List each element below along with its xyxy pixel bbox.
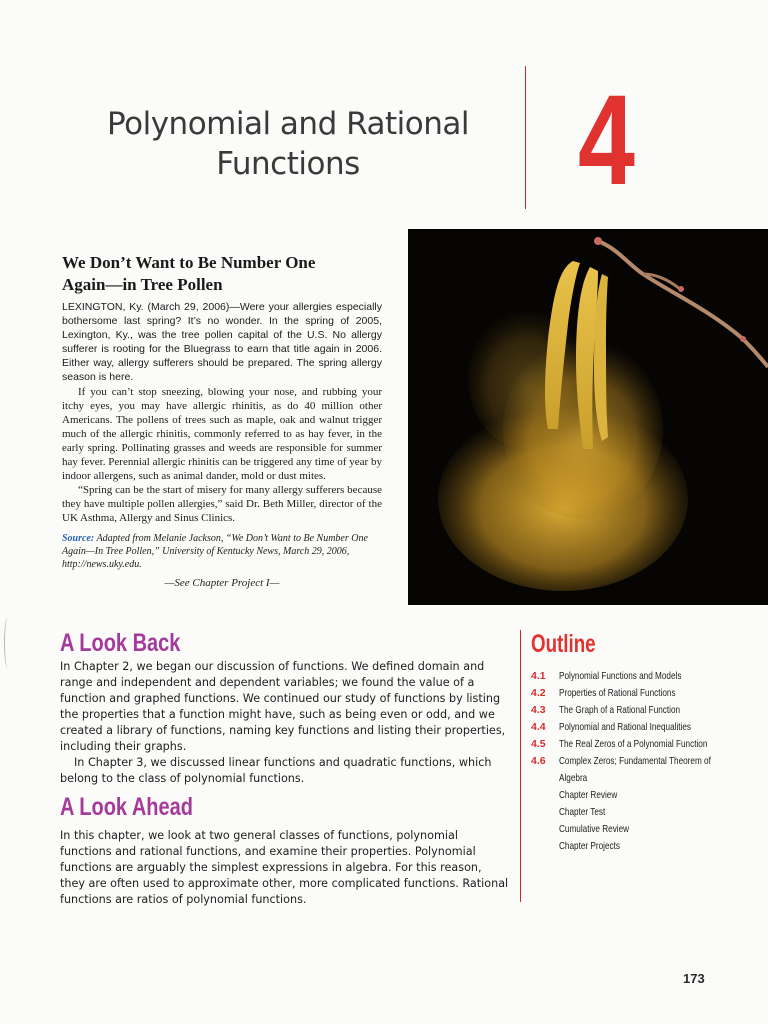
- article-body: [62, 300, 382, 526]
- article-paragraph: “Spring can be the start of misery for many allergy sufferers because they have multiple pollen allergies,” said Dr. Beth Miller, director of the UK Asthma, Allergy and Sinus Clinics.: [62, 484, 382, 525]
- look-back-paragraph: In Chapter 2, we began our discussion of functions. We defined domain and range and independent and dependent variables; we found the value of a function and graphed functions. We continued our study of functions by listing the properties that a function might have, such as being even or odd, and we created a library of functions, naming key functions and listing their properties, including their graphs.: [60, 660, 506, 753]
- outline-extra-item: Chapter Review: [559, 789, 618, 801]
- look-back-paragraph: In Chapter 3, we discussed linear functions and quadratic functions, which belong to the class of polynomial functions.: [60, 756, 492, 785]
- outline-extra-item: Chapter Projects: [559, 840, 620, 852]
- outline-item-text: The Graph of a Rational Function: [559, 704, 681, 716]
- article-paragraph: LEXINGTON, Ky. (March 29, 2006)—Were your allergies especially bothersome last spring? It’s no wonder. In the spring of 2005, Lexington, Ky., was the tree pollen capital of the U.S. No allergy sufferer is rooting for the Bluegrass to earn that title again in 2006. Either way, allergy sufferers should be prepared. The spring allergy season is here.: [62, 301, 382, 384]
- outline-item: [531, 668, 761, 685]
- outline-item-text: Properties of Rational Functions: [559, 687, 676, 699]
- outline-extras: [531, 787, 761, 855]
- outline-item-text: Polynomial and Rational Inequalities: [559, 721, 692, 733]
- article-headline-line-2: Again—in Tree Pollen: [62, 275, 223, 294]
- outline-item: [531, 736, 761, 753]
- article-source: [62, 532, 382, 571]
- outline-item-text: Complex Zeros; Fundamental Theorem of Algebra: [559, 755, 711, 784]
- look-ahead-heading: A Look Ahead: [60, 793, 193, 821]
- look-ahead-body: [60, 828, 510, 908]
- look-back-heading: A Look Back: [60, 629, 181, 657]
- see-chapter-project: —See Chapter Project I—: [164, 577, 280, 589]
- source-label: Source:: [62, 533, 95, 544]
- outline-extra-item: Chapter Test: [559, 806, 606, 818]
- outline-heading: Outline: [531, 630, 596, 658]
- outline-item-number: 4.4: [531, 721, 546, 733]
- outline-item-number: 4.2: [531, 687, 546, 699]
- outline-item: [531, 753, 761, 787]
- article-paragraph: If you can’t stop sneezing, blowing your nose, and rubbing your itchy eyes, you may have allergic rhinitis, as do 40 million other Americans. The pollens of trees such as maple, oak and walnut trigger much of the allergic rhinitis, commonly referred to as hay fever, in the early spring. Pollinating grasses and weeds are responsible for summer hay fever. Perennial allergic rhinitis can be triggered any time of year by indoor allergens, such as animal dander, mold or dust mites.: [62, 385, 382, 483]
- outline-item: [531, 719, 761, 736]
- look-ahead-paragraph: In this chapter, we look at two general classes of functions, polynomial functions and rational functions, and examine their properties. Polynomial functions are arguably the simplest expressions in algebra. For this reason, they are often used to approximate other, more complicated functions. Rational functions are ratios of polynomial functions.: [60, 829, 509, 906]
- source-text: Adapted from Melanie Jackson, “We Don’t Want to Be Number One Again—In Tree Pollen,” University of Kentucky News, March 29, 2006, http://news.uky.edu.: [62, 533, 368, 570]
- margin-scan-mark: [4, 618, 11, 668]
- outline-item-number: 4.3: [531, 704, 546, 716]
- title-divider: [525, 66, 526, 209]
- outline-item-text: The Real Zeros of a Polynomial Function: [559, 738, 708, 750]
- chapter-number: 4: [578, 69, 635, 212]
- article-headline-line-1: We Don’t Want to Be Number One: [62, 253, 316, 272]
- outline-item-number: 4.6: [531, 755, 546, 767]
- article-headline: [62, 252, 382, 296]
- chapter-title-line-1: Polynomial and Rational: [107, 106, 469, 142]
- outline-list: [531, 668, 761, 855]
- outline-divider: [520, 630, 521, 902]
- outline-item-number: 4.5: [531, 738, 546, 750]
- page-number: 173: [683, 971, 705, 986]
- look-back-body: [60, 659, 510, 787]
- outline-extra-item: Cumulative Review: [559, 823, 630, 835]
- chapter-title-line-2: Functions: [216, 146, 360, 182]
- chapter-title: [60, 104, 516, 184]
- outline-item: [531, 685, 761, 702]
- pollen-catkin-photo: [408, 229, 768, 605]
- outline-item: [531, 702, 761, 719]
- outline-item-number: 4.1: [531, 670, 546, 682]
- outline-item-text: Polynomial Functions and Models: [559, 670, 682, 682]
